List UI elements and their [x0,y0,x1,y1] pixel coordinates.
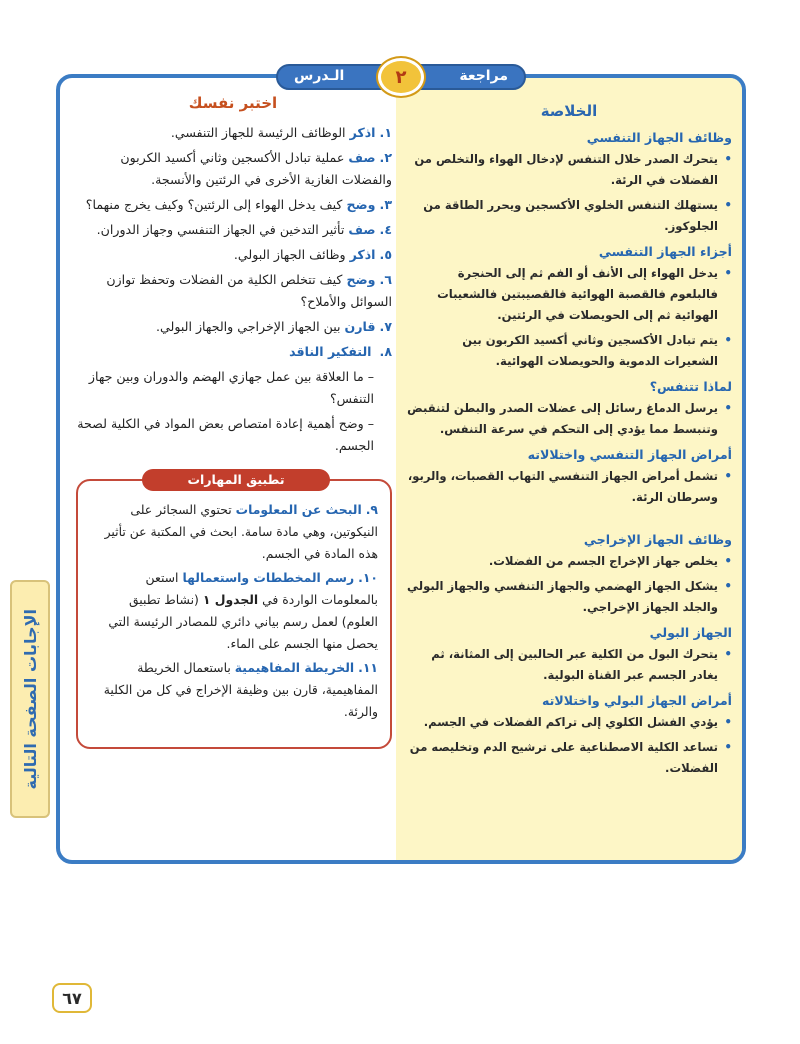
summary-bullet-text: تشمل أمراض الجهاز التنفسي التهاب القصبات، والربو، وسرطان الرئة. [407,469,718,504]
summary-bullet [406,263,732,326]
summary-bullet [406,551,732,572]
summary-bullet-list [406,398,732,440]
summary-bullet-text: يتم تبادل الأكسجين وثاني أكسيد الكربون بين الشعيرات الدموية والحويصلات الهوائية. [462,333,718,368]
critical-thinking-item [74,341,392,363]
question-number: ١. [379,125,392,140]
bullet-icon: • [724,579,732,593]
skill-question [90,567,378,655]
side-tab-label: الإجابات الصفحة التالية [20,608,40,790]
summary-bullet-text: تساعد الكلية الاصطناعية على ترشيح الدم وتخليصه من الفضلات. [409,740,718,775]
skill-text: باستعمال الخريطة المفاهيمية، قارن بين وظيفة الإخراج في كل من الكلية والرئة. [103,660,378,719]
question-number: ١١. [358,660,378,675]
quiz-question [74,122,392,144]
quiz-question [74,269,392,313]
question-number: ٩. [365,502,378,517]
page-number: ٦٧ [52,983,92,1013]
question-number: ٤. [379,222,392,237]
bullet-icon: • [724,554,732,568]
question-text: كيف تتخلص الكلية من الفضلات وتحفظ توازن السوائل والأملاح؟ [106,272,392,309]
summary-bullet [406,398,732,440]
summary-bullet-list [406,712,732,779]
summary-bullet [406,149,732,191]
question-number: ١٠. [358,570,378,585]
summary-bullet-text: يتحرك الصدر خلال التنفس لإدخال الهواء والتخلص من الفضلات في الرئة. [414,152,718,187]
summary-bullet-list [406,551,732,618]
critical-thinking-subitems [74,366,392,457]
skill-text: استعن بالمعلومات الواردة في [145,570,378,607]
question-text: الوظائف الرئيسة للجهاز التنفسي. [170,125,350,140]
bullet-icon: • [724,647,732,661]
lesson-review-frame [56,74,746,864]
quiz-question [74,147,392,191]
summary-bullet-list [406,149,732,237]
skill-verb: رسم المخططات واستعمالها [182,570,355,585]
summary-bullet-text: يخلص جهاز الإخراج الجسم من الفضلات. [488,554,718,568]
critical-subitem: – ما العلاقة بين عمل جهازي الهضم والدوران وبين جهاز التنفس؟ [88,369,374,406]
summary-bullet [406,576,732,618]
skills-header: تطبيق المهارات [142,469,330,491]
skill-verb: البحث عن المعلومات [235,502,362,517]
question-verb: اذكر [349,125,376,140]
question-verb: وضح [346,272,376,287]
question-number: ٢. [379,150,392,165]
summary-bullet [406,644,732,686]
summary-bullet-list [406,466,732,508]
question-text: بين الجهاز الإخراجي والجهاز البولي. [155,319,345,334]
critical-thinking-title: التفكير الناقد [289,344,372,359]
question-number: ٨. [379,344,392,359]
question-verb: وضح [346,197,376,212]
quiz-question [74,219,392,241]
quiz-question [74,316,392,338]
quiz-question [74,244,392,266]
skill-verb: الخريطة المفاهيمية [234,660,355,675]
summary-heading: وظائف الجهاز الإخراجي [583,532,732,547]
question-text: كيف يدخل الهواء إلى الرئتين؟ وكيف يخرج منهما؟ [85,197,347,212]
summary-bullet-text: يدخل الهواء إلى الأنف أو الفم ثم إلى الحنجرة فالبلعوم فالقصبة الهوائية فالقصيبتين فالشعيبات الهوائية ثم إلى الحويصلات في الرئتين. [437,266,718,322]
bullet-icon: • [724,198,732,212]
critical-subitem: – وضح أهمية إعادة امتصاص بعض المواد في الكلية لصحة الجسم. [77,416,374,453]
summary-bullet [406,737,732,779]
summary-column [406,102,732,862]
skills-list [90,499,378,723]
question-verb: صف [348,222,376,237]
summary-bullet [406,195,732,237]
quiz-title: اختبر نفسك [188,94,278,112]
summary-heading: أجزاء الجهاز التنفسي [598,244,732,259]
lesson-number-badge: ٢ [378,58,424,96]
summary-sections [406,130,732,779]
answers-next-page-tab[interactable] [10,580,50,818]
summary-bullet [406,466,732,508]
summary-bullet-text: يرسل الدماغ رسائل إلى عضلات الصدر والبطن لتنقبض وتنبسط مما يؤدي إلى التحكم في سرعة التنفس. [407,401,718,436]
summary-heading: أمراض الجهاز التنفسي واختلالاته [527,447,732,462]
bullet-icon: • [724,469,732,483]
summary-bullet [406,712,732,733]
bullet-icon: • [724,401,732,415]
skill-question [90,657,378,723]
question-verb: اذكر [349,247,376,262]
question-text: وظائف الجهاز البولي. [233,247,350,262]
lesson-review-banner [276,58,526,96]
question-text: عملية تبادل الأكسجين وثاني أكسيد الكربون والفضلات الغازية الأخرى في الرئتين والأنسجة. [120,150,392,187]
skill-text-tail: (نشاط تطبيق العلوم) لعمل رسم بياني دائري للمصادر الرئيسة التي يحصل منها الجسم على الماء. [108,592,378,651]
summary-heading: وظائف الجهاز التنفسي [586,130,732,145]
summary-heading: لماذا تتنفس؟ [649,379,732,394]
banner-review-label: مراجعة [459,68,508,84]
summary-bullet-text: يستهلك التنفس الخلوي الأكسجين ويحرر الطاقة من الجلوكوز. [423,198,718,233]
question-number: ٦. [379,272,392,287]
skill-question [90,499,378,565]
summary-bullet-text: يشكل الجهاز الهضمي والجهاز التنفسي والجهاز البولي والجلد الجهاز الإخراجي. [407,579,718,614]
summary-bullet-list [406,263,732,372]
summary-bullet-text: يتحرك البول من الكلية عبر الحالبين إلى المثانة، ثم يغادر الجسم عبر القناة البولية. [431,647,718,682]
skills-box [76,472,392,749]
bullet-icon: • [724,740,732,754]
bullet-icon: • [724,266,732,280]
quiz-column [74,94,392,854]
question-text: تأثير التدخين في الجهاز التنفسي وجهاز الدوران. [96,222,349,237]
question-verb: قارن [344,319,376,334]
quiz-question [74,194,392,216]
bullet-icon: • [724,333,732,347]
skill-table-ref: الجدول ١ [202,592,259,607]
banner-lesson-label: الـدرس [294,68,345,84]
question-number: ٥. [379,247,392,262]
summary-heading: الجهاز البولي [649,625,732,640]
question-verb: صف [348,150,376,165]
question-number: ٣. [379,197,392,212]
question-number: ٧. [379,319,392,334]
bullet-icon: • [724,152,732,166]
summary-bullet-list [406,644,732,686]
summary-heading: أمراض الجهاز البولي واختلالاته [542,693,732,708]
summary-title: الخلاصة [540,102,598,120]
bullet-icon: • [724,715,732,729]
summary-bullet-text: يؤدي الفشل الكلوي إلى تراكم الفضلات في الجسم. [423,715,718,729]
quiz-list [74,122,392,338]
summary-bullet [406,330,732,372]
skill-text: تحتوي السجائر على النيكوتين، وهي مادة سامة. ابحث في المكتبة عن تأثير هذه المادة في الجسم. [104,502,378,561]
